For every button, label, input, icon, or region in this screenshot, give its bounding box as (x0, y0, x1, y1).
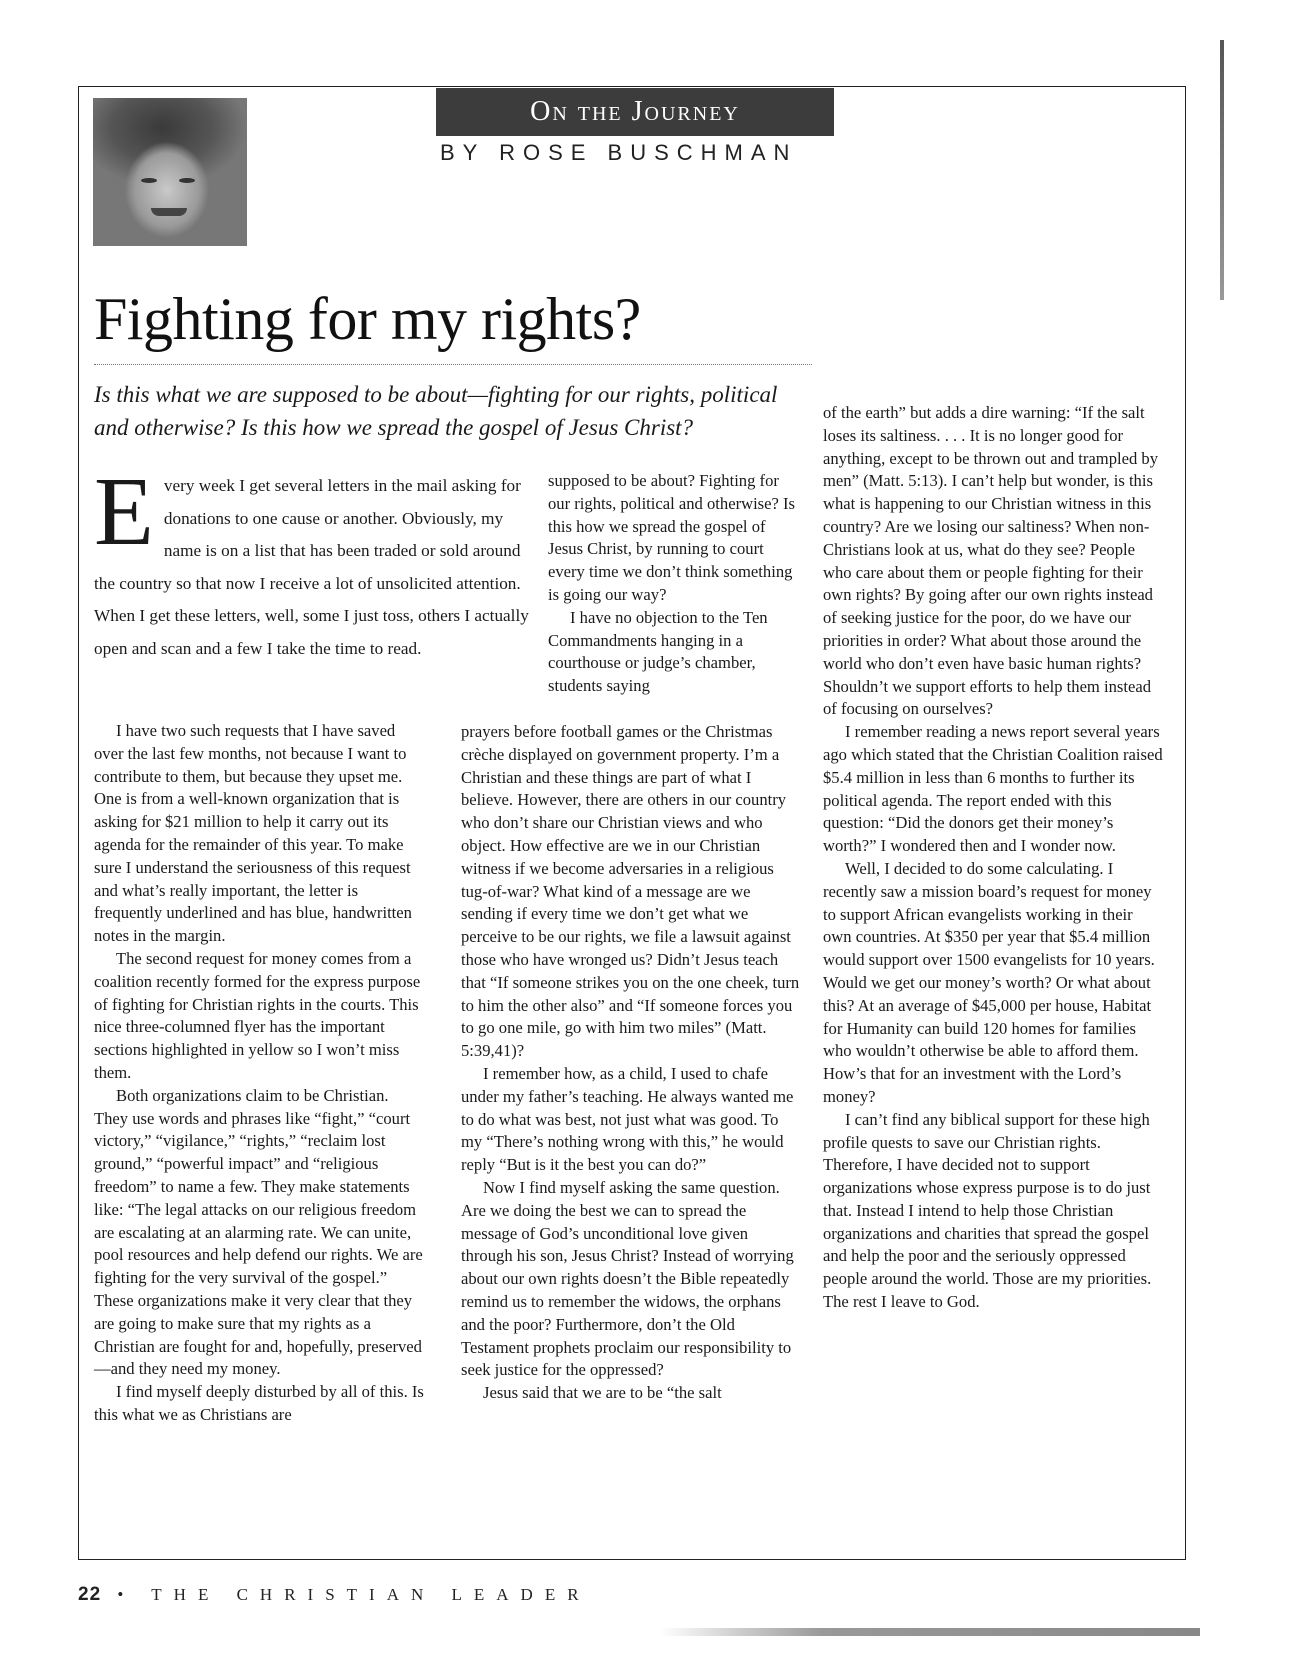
page-number: 22 (78, 1584, 102, 1605)
column-1-paragraph: I have two such requests that I have saved over the last few months, not because I want to contribute to them, but because they upset me. One is from a well-known organization that is asking for $21 million to help it carry out its agenda for the remainder of this year. To make sure I understand the seriousness of this request and what’s really important, the letter is frequently underlined and has blue, handwritten notes in the margin. (94, 721, 412, 946)
lead-text: very week I get several letters in the mail asking for donations to one cause or another. Obviously, my name is on a list that has been traded or sold around the country so that now I receive a lot of unsolicited attention. When I get these letters, well, some I just toss, others I actually open and scan and a few I take the time to read. (94, 476, 529, 658)
column-3-paragraph: of the earth” but adds a dire warning: “If the salt loses its saltiness. . . . It is no longer good for anything, except to be thrown out and trampled by men” (Matt. 5:13). I can’t help but wonder, is this what is happening to our Christian witness in this country? Are we losing our saltiness? When non-Christians look at us, what do they see? People who care about them or people fighting for their own rights? By going after our own rights instead of seeking justice for the poor, do we have our priorities in order? What about those around the world who don’t even have basic human rights? Shouldn’t we support efforts to help them instead of focusing on ourselves? (823, 403, 1159, 719)
column-1-paragraph: The second request for money comes from a coalition recently formed for the express purpose of fighting for Christian rights in the courts. This nice three-columned flyer has the important sections highlighted in yellow so I won’t miss them. (94, 948, 421, 1082)
headline: Fighting for my rights? (94, 286, 641, 352)
column-2-top (548, 470, 802, 698)
column-1 (94, 720, 424, 1427)
column-3 (823, 402, 1163, 1314)
column-2-top-paragraph: I have no objection to the Ten Commandments hanging in a courthouse or judge’s chamber, students saying (548, 607, 768, 696)
column-2 (461, 721, 801, 1405)
column-2-paragraph: Now I find myself asking the same question. Are we doing the best we can to spread the message of God’s unconditional love given through his son, Jesus Christ? Instead of worrying about our own rights doesn’t the Bible repeatedly remind us to remember the widows, the orphans and the poor? Furthermore, don’t the Old Testament prophets proclaim our responsibility to seek justice for the oppressed? (461, 1177, 794, 1380)
photo-eye-left (141, 178, 157, 183)
page-footer (78, 1584, 591, 1606)
scan-edge-mark (1220, 40, 1224, 300)
column-3-paragraph: Well, I decided to do some calculating. I recently saw a mission board’s request for money to support African evangelists working in their own countries. At $350 per year that $5.4 million would support over 1500 evangelists for 10 years. Would we get our money’s worth? Or what about this? At an average of $45,000 per house, Habitat for Humanity can build 120 homes for families who wouldn’t otherwise be able to afford them. How’s that for an investment with the Lord’s money? (823, 858, 1155, 1106)
headline-rule (94, 364, 812, 365)
column-name-banner: On the Journey (436, 88, 834, 136)
author-photo (93, 98, 247, 246)
column-2-paragraph: prayers before football games or the Christmas crèche displayed on government property. I’m a Christian and these things are part of what I believe. However, there are others in our country who don’t share our Christian views and who object. How effective are we in our Christian witness if we become adversaries in a religious tug-of-war? What kind of a message are we sending if every time we don’t get what we perceive to be our rights, we file a lawsuit against those who have wronged us? Didn’t Jesus teach that “If someone strikes you on the one cheek, turn to him the other also” and “If someone forces you to go one mile, go with him two miles” (Matt. 5:39,41)? (461, 722, 800, 1061)
byline: BY ROSE BUSCHMAN (440, 140, 798, 165)
column-3-paragraph: I can’t find any biblical support for these high profile quests to save our Christian rights. Therefore, I have decided not to support organizations whose express purpose is to do just that. Instead I intend to help those Christian organizations and charities that spread the gospel and help the poor and the seriously oppressed people around the world. Those are my priorities. The rest I leave to God. (823, 1109, 1152, 1312)
column-2-paragraph: Jesus said that we are to be “the salt (483, 1383, 722, 1403)
column-1-paragraph: I find myself deeply disturbed by all of this. Is this what we as Christians are (94, 1382, 424, 1424)
deck: Is this what we are supposed to be about—fighting for our rights, political and otherwise? Is this how we spread the gospel of Jesus Christ? (94, 382, 778, 440)
publication-name: THE CHRISTIAN LEADER (151, 1585, 591, 1604)
column-2-top-paragraph: supposed to be about? Fighting for our rights, political and otherwise? Is this how we spread the gospel of Jesus Christ, by running to court every time we don’t think something is going our way? (548, 471, 796, 604)
photo-mouth (151, 208, 187, 216)
column-2-paragraph: I remember how, as a child, I used to chafe under my father’s teaching. He always wanted me to do what was best, not just what was good. To my “There’s nothing wrong with this,” he would reply “But is it the best you can do?” (461, 1063, 794, 1175)
drop-cap: E (94, 458, 154, 566)
footer-separator: • (117, 1585, 136, 1604)
photo-eye-right (179, 178, 195, 183)
scan-edge-mark (660, 1628, 1200, 1636)
column-1-paragraph: Both organizations claim to be Christian. They use words and phrases like “fight,” “court victory,” “vigilance,” “rights,” “reclaim lost ground,” “powerful impact” and “religious freedom” to name a few. They make statements like: “The legal attacks on our religious freedom are escalating at an alarming rate. We can unite, pool resources and help defend our rights. We are fighting for the very survival of the gospel.” These organizations make it very clear that they are going to make sure that my rights as a Christian are fought for and, hopefully, preserved—and they need my money. (94, 1085, 423, 1379)
column-3-paragraph: I remember reading a news report several years ago which stated that the Christian Coalition raised $5.4 million in less than 6 months to further its political agenda. The report ended with this question: “Did the donors get their money’s worth?” I wondered then and I wonder now. (823, 722, 1163, 856)
lead-paragraph (94, 458, 530, 665)
